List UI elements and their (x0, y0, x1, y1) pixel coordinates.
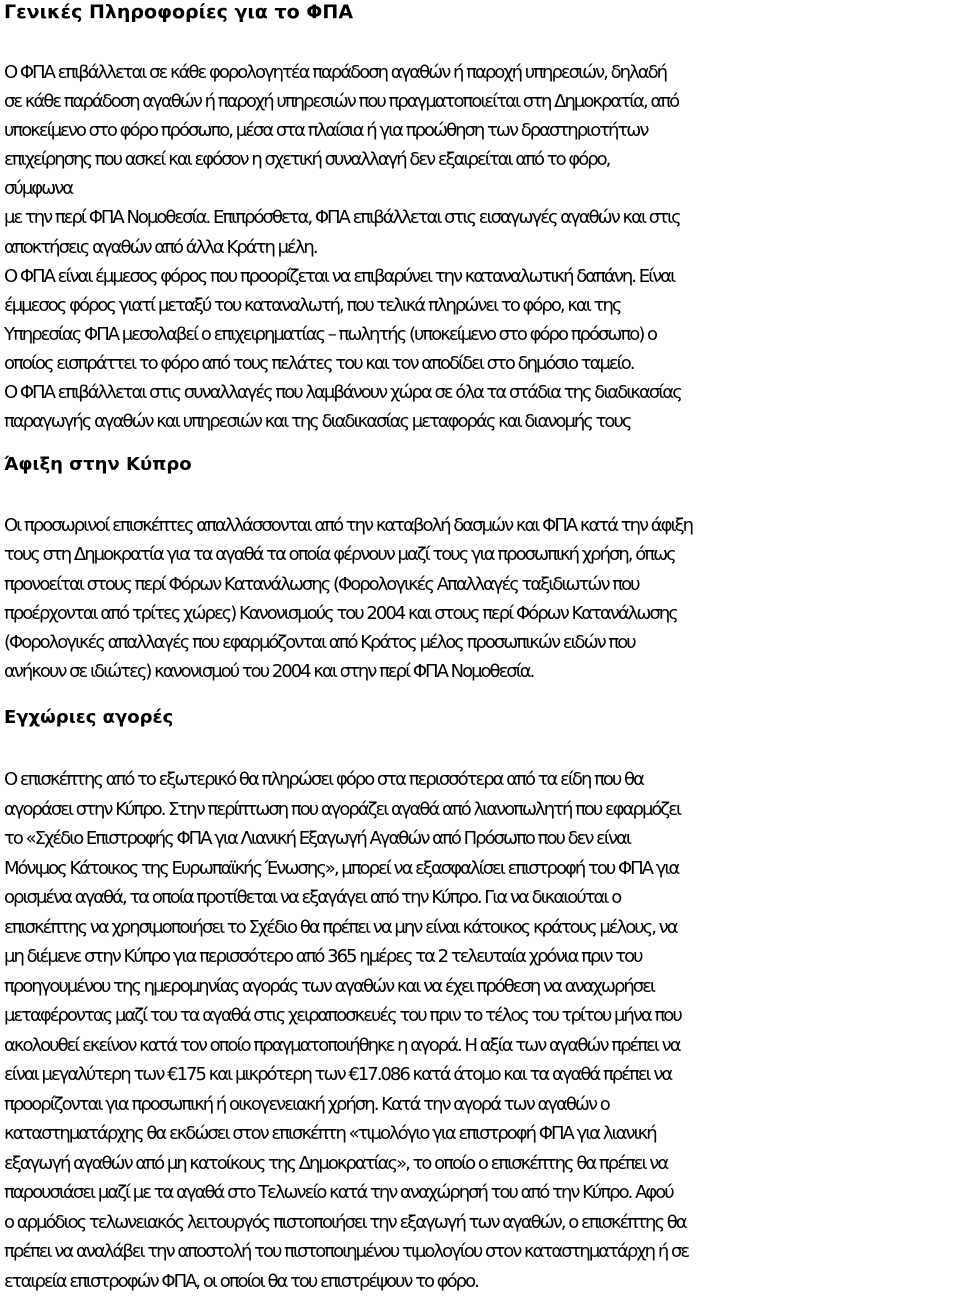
text-line: Ο ΦΠΑ είναι έμμεσος φόρος που προορίζεται να επιβαρύνει την καταναλωτική δαπάνη. Είναι (4, 262, 960, 291)
text-line: ανήκουν σε ιδιώτες) κανονισμού του 2004 και στην περί ΦΠΑ Νομοθεσία. (4, 657, 960, 686)
text-line: Οι προσωρινοί επισκέπτες απαλλάσσονται από την καταβολή δασμών και ΦΠΑ κατά την άφιξη (4, 511, 960, 540)
text-line: αποκτήσεις αγαθών από άλλα Κράτη μέλη. (4, 233, 960, 262)
section-heading-arrival: Άφιξη στην Κύπρο (4, 446, 960, 484)
text-line: εξαγωγή αγαθών από μη κατοίκους της Δημοκρατίας», το οποίο ο επισκέπτης θα πρέπει να (4, 1149, 960, 1179)
text-line: μη διέμενε στην Κύπρο για περισσότερο από 365 ημέρες τα 2 τελευταία χρόνια πριν του (4, 942, 960, 972)
text-line: οποίος εισπράττει το φόρο από τους πελάτες του και τον αποδίδει στο δημόσιο ταμείο. (4, 349, 960, 378)
text-line: τους στη Δημοκρατία για τα αγαθά τα οποία φέρνουν μαζί τους για προσωπική χρήση, όπως (4, 540, 960, 569)
text-line: έμμεσος φόρος γιατί μεταξύ του καταναλωτή, που τελικά πληρώνει το φόρο, και της (4, 291, 960, 320)
text-line: σε κάθε παράδοση αγαθών ή παροχή υπηρεσιών που πραγματοποιείται στη Δημοκρατία, από (4, 87, 960, 116)
text-line: προορίζονται για προσωπική ή οικογενειακή χρήση. Κατά την αγορά των αγαθών ο (4, 1090, 960, 1120)
text-line: επιχείρησης που ασκεί και εφόσον η σχετική συναλλαγή δεν εξαιρείται από το φόρο, (4, 145, 960, 174)
section-heading-local-purchases: Εγχώριες αγορές (4, 699, 960, 737)
arrival-paragraph (4, 511, 960, 687)
text-line: σύμφωνα (4, 174, 960, 203)
text-line: Ο επισκέπτης από το εξωτερικό θα πληρώσει φόρο στα περισσότερα από τα είδη που θα (4, 765, 960, 795)
page-title: Γενικές Πληροφορίες για το ΦΠΑ (4, 0, 960, 31)
text-line: προνοείται στους περί Φόρων Κατανάλωσης (Φορολογικές Απαλλαγές ταξιδιωτών που (4, 570, 960, 599)
text-line: παρουσιάσει μαζί με τα αγαθά στο Τελωνείο κατά την αναχώρησή του από την Κύπρο. Αφού (4, 1178, 960, 1208)
text-line: με την περί ΦΠΑ Νομοθεσία. Επιπρόσθετα, ΦΠΑ επιβάλλεται στις εισαγωγές αγαθών και στις (4, 203, 960, 232)
text-line: (Φορολογικές απαλλαγές που εφαρμόζονται από Κράτος μέλος προσωπικών ειδών που (4, 628, 960, 657)
local-purchases-paragraph (4, 765, 960, 1296)
text-line: επισκέπτης να χρησιμοποιήσει το Σχέδιο θα πρέπει να μην είναι κάτοικος κράτους μέλους, να (4, 913, 960, 943)
text-line: εταιρεία επιστροφών ΦΠΑ, οι οποίοι θα του επιστρέψουν το φόρο. (4, 1267, 960, 1296)
text-line: υποκείμενο στο φόρο πρόσωπο, μέσα στα πλαίσια ή για προώθηση των δραστηριοτήτων (4, 116, 960, 145)
text-line: πρέπει να αναλάβει την αποστολή του πιστοποιημένου τιμολογίου στον καταστηματάρχη ή σε (4, 1237, 960, 1267)
text-line: ορισμένα αγαθά, τα οποία προτίθεται να εξαγάγει από την Κύπρο. Για να δικαιούται ο (4, 883, 960, 913)
text-line: Ο ΦΠΑ επιβάλλεται στις συναλλαγές που λαμβάνουν χώρα σε όλα τα στάδια της διαδικασίας (4, 378, 960, 407)
text-line: προηγουμένου της ημερομηνίας αγοράς των αγαθών και να έχει πρόθεση να αναχωρήσει (4, 972, 960, 1002)
text-line: καταστηματάρχης θα εκδώσει στον επισκέπτη «τιμολόγιο για επιστροφή ΦΠΑ για λιανική (4, 1119, 960, 1149)
text-line: το «Σχέδιο Επιστροφής ΦΠΑ για Λιανική Εξαγωγή Αγαθών από Πρόσωπο που δεν είναι (4, 824, 960, 854)
text-line: αγοράσει στην Κύπρο. Στην περίπτωση που αγοράζει αγαθά από λιανοπωλητή που εφαρμόζει (4, 795, 960, 825)
text-line: Ο ΦΠΑ επιβάλλεται σε κάθε φορολογητέα παράδοση αγαθών ή παροχή υπηρεσιών, δηλαδή (4, 58, 960, 87)
text-line: είναι μεγαλύτερη των €175 και μικρότερη των €17.086 κατά άτομο και τα αγαθά πρέπει να (4, 1060, 960, 1090)
text-line: ο αρμόδιος τελωνειακός λειτουργός πιστοποιήσει την εξαγωγή των αγαθών, ο επισκέπτης θα (4, 1208, 960, 1238)
text-line: ακολουθεί εκείνον κατά τον οποίο πραγματοποιήθηκε η αγορά. Η αξία των αγαθών πρέπει να (4, 1031, 960, 1061)
text-line: προέρχονται από τρίτες χώρες) Κανονισμούς του 2004 και στους περί Φόρων Κατανάλωσης (4, 599, 960, 628)
text-line: Υπηρεσίας ΦΠΑ μεσολαβεί ο επιχειρηματίας – πωλητής (υποκείμενο στο φόρο πρόσωπο) ο (4, 320, 960, 349)
text-line: Μόνιμος Κάτοικος της Ευρωπαϊκής Ένωσης», μπορεί να εξασφαλίσει επιστροφή του ΦΠΑ για (4, 854, 960, 884)
text-line: παραγωγής αγαθών και υπηρεσιών και της διαδικασίας μεταφοράς και διανομής τους (4, 407, 960, 436)
text-line: μεταφέροντας μαζί του τα αγαθά στις χειραποσκευές του πριν το τέλος του τρίτου μήνα που (4, 1001, 960, 1031)
intro-paragraph (4, 58, 960, 436)
